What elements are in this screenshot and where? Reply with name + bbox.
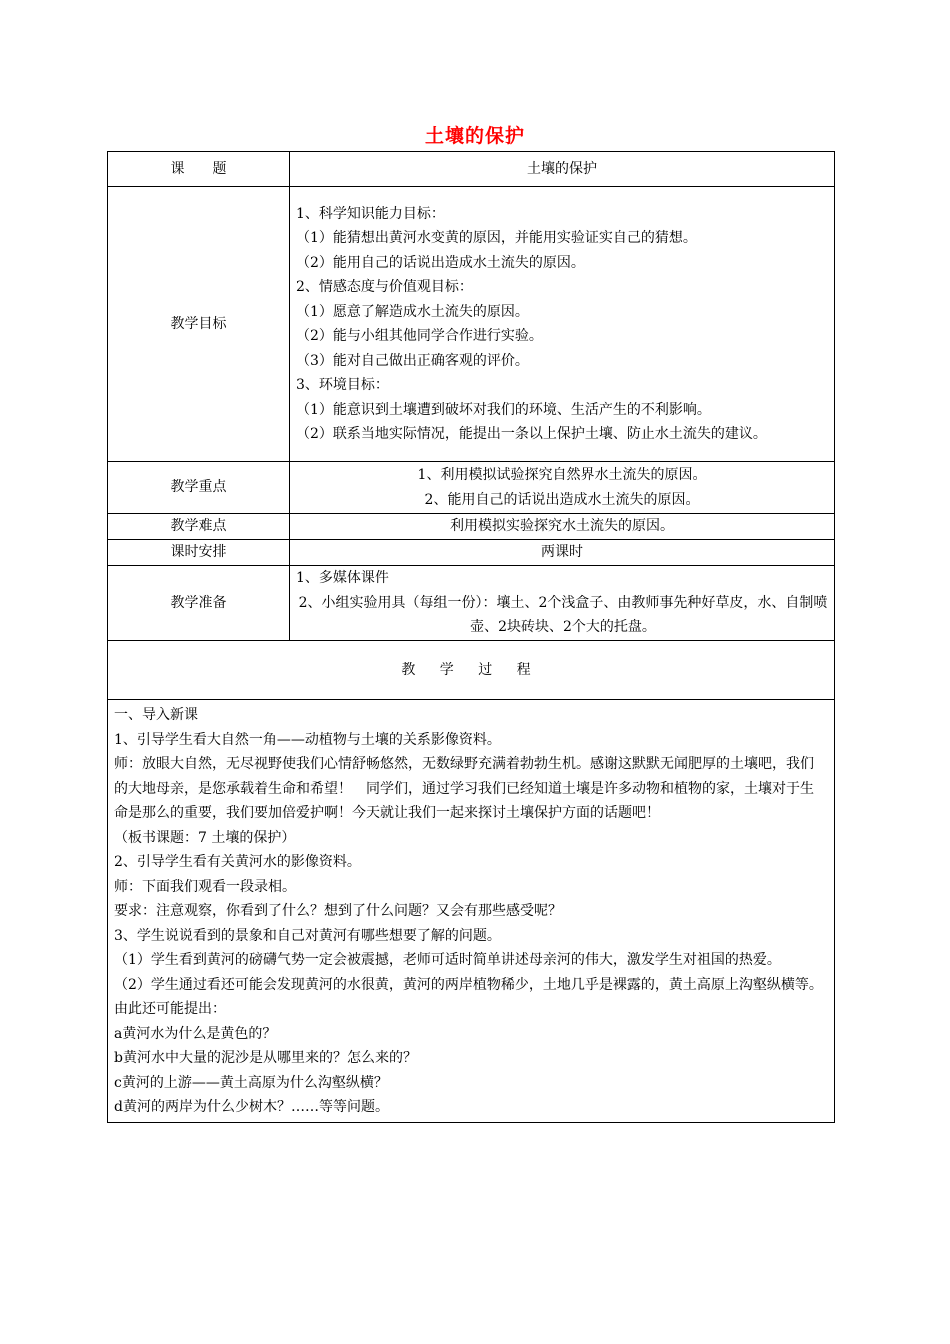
process-line: b黄河水中大量的泥沙是从哪里来的？怎么来的？ xyxy=(114,1050,417,1066)
goal-line: （1）能猜想出黄河水变黄的原因，并能用实验证实自己的猜想。 xyxy=(296,230,697,246)
process-line: d黄河的两岸为什么少树木？……等等问题。 xyxy=(114,1099,389,1115)
goal-line: （2）联系当地实际情况，能提出一条以上保护土壤、防止水土流失的建议。 xyxy=(296,426,767,442)
process-line: 1、引导学生看大自然一角——动植物与土壤的关系影像资料。 xyxy=(114,731,501,748)
row-goals xyxy=(108,187,835,462)
key-point-line: 1、利用模拟试验探究自然界水土流失的原因。 xyxy=(417,467,707,483)
lesson-plan-table xyxy=(107,151,835,1123)
topic-label: 课 题 xyxy=(108,152,290,187)
difficulty-label: 教学难点 xyxy=(108,514,290,540)
row-preparation xyxy=(108,566,835,641)
key-point-line: 2、能用自己的话说出造成水土流失的原因。 xyxy=(424,491,700,508)
goal-line: （3）能对自己做出正确客观的评价。 xyxy=(296,352,529,369)
process-line: 师：下面我们观看一段录相。 xyxy=(114,878,296,895)
row-difficulty xyxy=(108,514,835,540)
goal-line: （2）能用自己的话说出造成水土流失的原因。 xyxy=(296,254,585,271)
goal-line: 1、科学知识能力目标： xyxy=(296,205,445,222)
process-line: 3、学生说说看到的景象和自己对黄河有哪些想要了解的问题。 xyxy=(114,927,501,944)
difficulty-value: 利用模拟实验探究水土流失的原因。 xyxy=(290,514,835,540)
goal-line: （2）能与小组其他同学合作进行实验。 xyxy=(296,328,543,344)
schedule-label: 课时安排 xyxy=(108,540,290,566)
row-schedule xyxy=(108,540,835,566)
row-topic xyxy=(108,152,835,187)
process-line: 师：放眼大自然，无尽视野使我们心情舒畅悠然，无数绿野充满着勃勃生机。感谢这默默无闻肥厚的土壤吧，我们的大地母亲，是您承载着生命和希望！ 同学们，通过学习我们已经知道土壤是许多动物和植物的家，土壤对于生命是那么的重要，我们要加倍爱护啊！今天就让我们一起来探讨土壤保护方面的话题吧！ xyxy=(114,756,814,821)
row-key-points xyxy=(108,462,835,514)
key-points-content xyxy=(290,462,835,514)
goal-line: 2、情感态度与价值观目标： xyxy=(296,279,473,295)
goals-content xyxy=(290,187,835,462)
process-line: 一、导入新课 xyxy=(114,707,198,723)
goal-line: 3、环境目标： xyxy=(296,377,389,393)
row-process xyxy=(108,700,835,1123)
schedule-value: 两课时 xyxy=(290,540,835,566)
process-line: （1）学生看到黄河的磅礴气势一定会被震撼，老师可适时简单讲述母亲河的伟大，激发学生对祖国的热爱。 xyxy=(114,952,781,968)
preparation-content xyxy=(290,566,835,641)
process-line: （2）学生通过看还可能会发现黄河的水很黄，黄河的两岸植物稀少，土地几乎是裸露的，黄土高原上沟壑纵横等。 xyxy=(114,976,823,993)
process-line: （板书课题：7 土壤的保护） xyxy=(114,829,296,846)
preparation-line: 1、多媒体课件 xyxy=(296,570,389,587)
process-heading: 教 学 过 程 xyxy=(108,641,835,700)
page-title: 土壤的保护 xyxy=(424,125,525,147)
process-line: a黄河水为什么是黄色的？ xyxy=(114,1025,277,1042)
row-process-heading xyxy=(108,641,835,700)
preparation-line: 2、小组实验用具（每组一份）：壤土、2个浅盒子、由教师事先种好草皮，水、自制喷壶、2块砖块、2个大的托盘。 xyxy=(298,594,828,636)
goals-label: 教学目标 xyxy=(108,187,290,462)
goal-line: （1）愿意了解造成水土流失的原因。 xyxy=(296,303,529,320)
topic-value: 土壤的保护 xyxy=(290,152,835,187)
process-line: 由此还可能提出： xyxy=(114,1001,226,1017)
process-line: 2、引导学生看有关黄河水的影像资料。 xyxy=(114,854,361,870)
key-points-label: 教学重点 xyxy=(108,462,290,514)
process-line: c黄河的上游——黄土高原为什么沟壑纵横？ xyxy=(114,1074,388,1091)
goal-line: （1）能意识到土壤遭到破坏对我们的环境、生活产生的不利影响。 xyxy=(296,401,711,418)
process-content xyxy=(108,700,835,1123)
process-line: 要求：注意观察，你看到了什么？想到了什么问题？又会有那些感受呢？ xyxy=(114,903,562,919)
preparation-label: 教学准备 xyxy=(108,566,290,641)
